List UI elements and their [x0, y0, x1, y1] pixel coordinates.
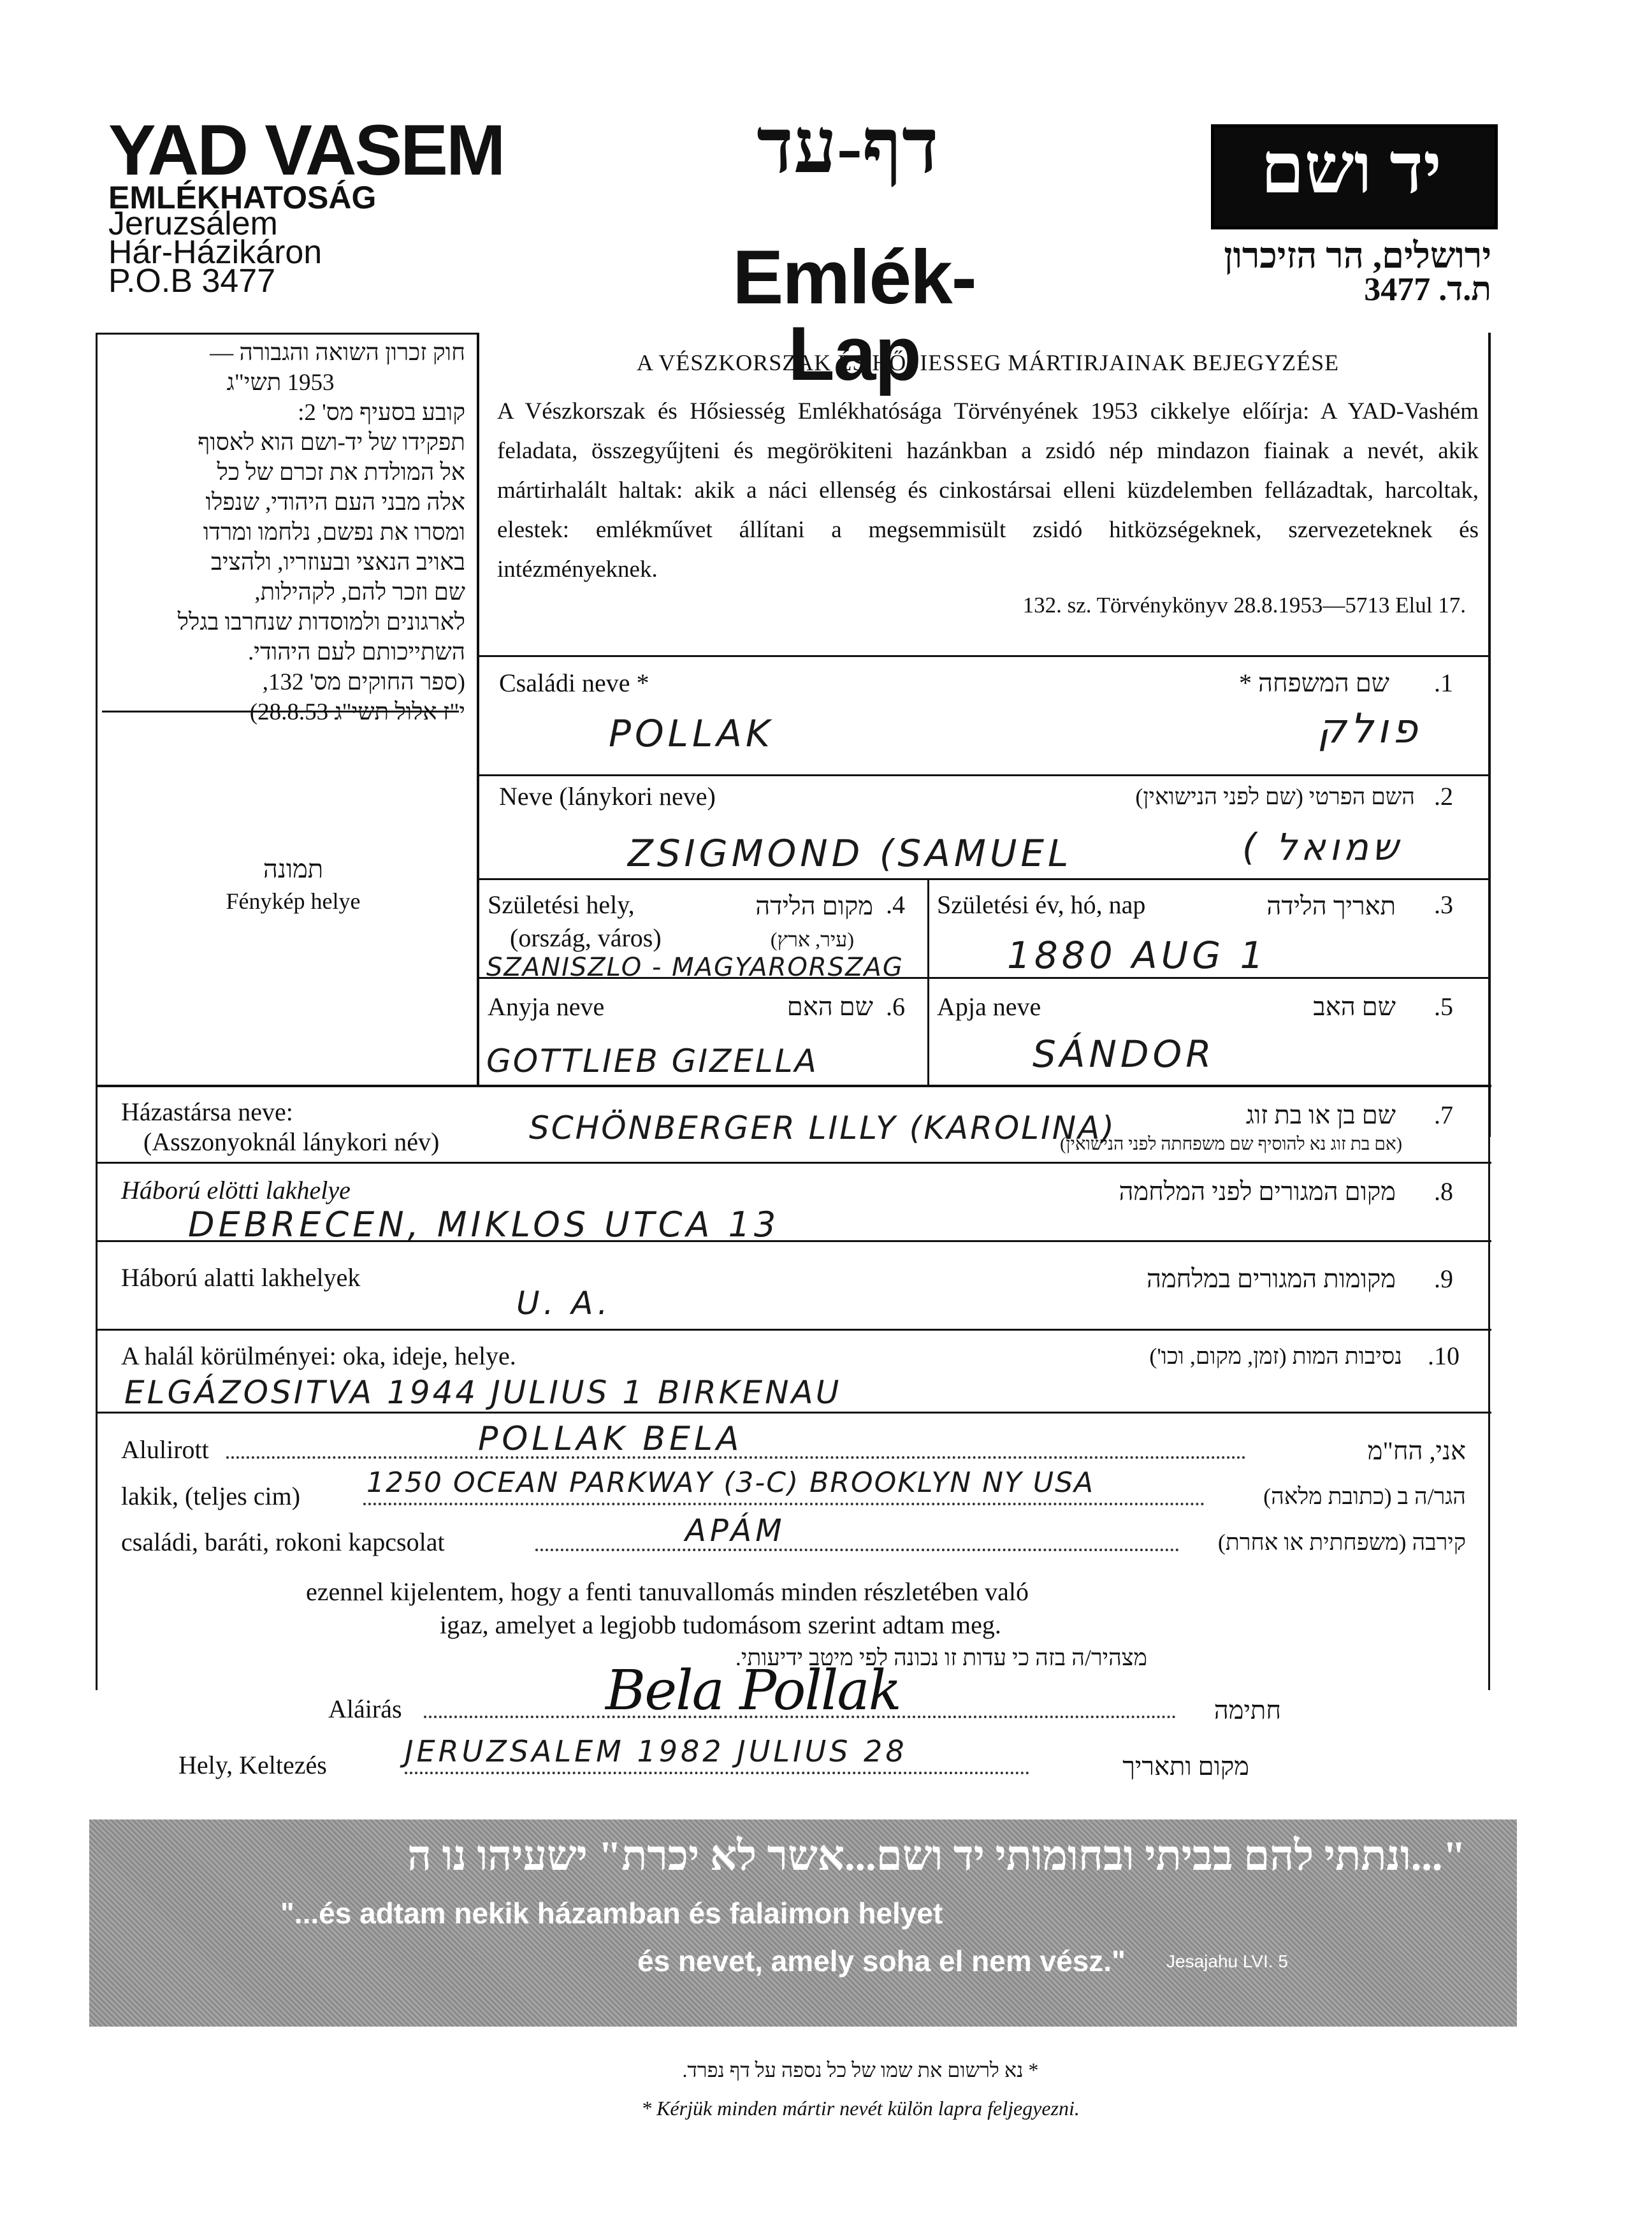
- row-rule-5: [96, 1162, 1491, 1164]
- fields-top-rule: [478, 655, 1490, 657]
- family-name-label: Családi neve *: [499, 669, 649, 697]
- spouse-sublabel-hebrew: (אם בת זוג נא להוסיף שם משפחתה לפני הנישואין): [1060, 1134, 1402, 1154]
- address-label: lakik, (teljes cim): [121, 1482, 301, 1510]
- relation-label-hebrew: קירבה (משפחתית או אחרת): [1217, 1530, 1466, 1555]
- field-number: .3: [1434, 890, 1453, 919]
- statement-hebrew: מצהיר/ה בזה כי עדות זו נכונה לפי מיטב ידיעותי.: [735, 1645, 1147, 1670]
- wartime-residence-value: U. A.: [516, 1285, 612, 1322]
- father-name-label-hebrew: שם האב: [1313, 992, 1396, 1021]
- hebrew-law-text: [96, 338, 465, 727]
- birth-place-sublabel: (ország, város): [510, 923, 662, 952]
- field-number: .10: [1428, 1342, 1460, 1370]
- law-line: תפקידו של יד-ושם הוא לאסוף: [198, 430, 465, 456]
- mother-name-label-hebrew: שם האם: [786, 992, 873, 1021]
- spouse-sublabel: (Asszonyoknál lánykori név): [143, 1127, 440, 1156]
- law-line: באויב הנאצי ובעוזריו, ולהציב: [211, 549, 465, 575]
- law-line: אלה מבני העם היהודי, שנפלו: [205, 489, 465, 516]
- mother-name-label: Anyja neve: [488, 992, 605, 1021]
- left-col-top-rule: [96, 333, 478, 335]
- field-number: .6: [886, 992, 905, 1021]
- authority-name: EMLÉKHATOSÁG: [108, 180, 377, 215]
- prewar-residence-label-hebrew: מקום המגורים לפני המלחמה: [1119, 1177, 1396, 1206]
- address-line: [363, 1503, 1205, 1505]
- prewar-residence-value: DEBRECEN, MIKLOS UTCA 13: [188, 1204, 780, 1245]
- law-line: השתייכותם לעם היהודי.: [248, 639, 465, 665]
- place-date-value: JERUZSALEM 1982 JULIUS 28: [405, 1734, 908, 1768]
- law-line: שם וזכר להם, לקהילות,: [254, 579, 465, 605]
- row-rule-1: [478, 774, 1490, 776]
- organization-title: YAD VASEM: [108, 110, 504, 190]
- row-rule-8: [96, 1412, 1491, 1414]
- hebrew-pob: ת.ד. 3477: [1364, 271, 1491, 308]
- law-citation: 132. sz. Törvénykönyv 28.8.1953—5713 Elul 17.: [1022, 593, 1466, 618]
- family-name-value: POLLAK: [609, 712, 774, 755]
- signature-label-hebrew: חתימה: [1214, 1696, 1281, 1725]
- law-line: לארגונים ולמוסדות שנחרבו בגלל: [177, 609, 465, 635]
- hebrew-address: ירושלים, הר הזיכרון: [1224, 236, 1491, 276]
- hebrew-form-title: דף-עד: [757, 104, 939, 189]
- address-line-2: Hár-Házikáron: [108, 234, 322, 271]
- statement-line-1: ezennel kijelentem, hogy a fenti tanuvallomás minden részletében való: [306, 1577, 1029, 1606]
- law-line: חוק זכרון השואה והגבורה —: [210, 340, 465, 366]
- birth-place-sublabel-hebrew: (עיר, ארץ): [770, 928, 854, 951]
- field-number: .2: [1434, 782, 1453, 811]
- right-border-lower: [1488, 1085, 1490, 1690]
- registration-title: A VÉSZKORSZAK ÉS HŐSIESSEG MÁRTIRJAINAK BEJEGYZÉSE: [636, 350, 1340, 375]
- row-rule-4: [96, 1085, 1491, 1087]
- wartime-residence-label: Háború alatti lakhelyek: [121, 1263, 361, 1292]
- declarant-name-label-hebrew: אני, הח"מ: [1367, 1436, 1466, 1465]
- mid-divider: [927, 878, 929, 1085]
- law-text-hungarian: A Vészkorszak és Hősiesség Emlékhatósága Törvényének 1953 cikkelye előírja: A YAD-Vashém feladata, összegyűjteni és megörökiteni hazánkban a zsidó nép mindazon fiainak a nevét, akik mártirhalált haltak: akik a náci ellenség és cinkostársai elleni küzdelemben fellázadtak, harcoltak, elestek: emlékművet állítani a megsemmisült zsidó hitközségeknek, szervezeteknek és intézményeknek.: [497, 398, 1479, 582]
- address-line-1: Jeruzsálem: [108, 205, 278, 242]
- place-date-label: Hely, Keltezés: [178, 1751, 327, 1779]
- banner-reference: Jesajahu LVI. 5: [1166, 1951, 1288, 1971]
- first-name-value: ZSIGMOND (SAMUEL: [628, 832, 1073, 875]
- field-number: .4: [886, 890, 905, 919]
- signature-value: Bela Pollak: [605, 1659, 901, 1723]
- row-rule-2: [478, 878, 1490, 880]
- family-name-value-hebrew: פולק: [1317, 705, 1421, 753]
- death-circumstances-label-hebrew: נסיבות המות (זמן, מקום, וכו'): [1149, 1343, 1402, 1369]
- field-number: .5: [1434, 992, 1453, 1021]
- row-rule-7: [96, 1329, 1491, 1331]
- address-label-hebrew: הגר/ה ב (כתובת מלאה): [1263, 1484, 1466, 1509]
- banner-hebrew-quote: "...ונתתי להם בביתי ובחומותי יד ושם...אשר לא יכרת" ישעיהו נו ה: [407, 1833, 1466, 1879]
- first-name-value-hebrew: שמואל ): [1242, 825, 1402, 869]
- signature-label: Aláirás: [328, 1695, 402, 1723]
- photo-label: Fénykép helye: [226, 888, 361, 914]
- footnote: * Kérjük minden mártir nevét külön lapra feljegyezni.: [641, 2097, 1080, 2120]
- form-title: Emlék-Lap: [732, 235, 976, 396]
- birth-place-label: Születési hely,: [488, 890, 635, 919]
- address-line-3: P.O.B 3477: [108, 263, 276, 300]
- declarant-name-label: Alulirott: [121, 1435, 209, 1464]
- first-name-label-hebrew: השם הפרטי (שם לפני הנישואין): [1135, 784, 1415, 809]
- law-line: 1953 תשי"ג: [226, 370, 335, 396]
- wartime-residence-label-hebrew: מקומות המגורים במלחמה: [1146, 1264, 1396, 1293]
- column-divider: [477, 333, 479, 1085]
- law-line: י"ז אלול תשי"ג 28.8.53): [249, 699, 465, 725]
- birth-place-value: SZANISZLO - MAGYARORSZAG: [486, 953, 904, 982]
- relation-value: APÁM: [685, 1513, 786, 1549]
- field-number: .1: [1434, 669, 1453, 697]
- death-circumstances-label: A halál körülményei: oka, ideje, helye.: [121, 1342, 516, 1370]
- place-date-line: [405, 1772, 1029, 1774]
- first-name-label: Neve (lánykori neve): [499, 782, 716, 811]
- field-number: .7: [1434, 1101, 1453, 1129]
- banner-quote-line-2: és nevet, amely soha el nem vész.": [637, 1944, 1126, 1978]
- spouse-value: SCHÖNBERGER LILLY (KAROLINA): [529, 1110, 1116, 1146]
- birth-place-label-hebrew: מקום הלידה: [755, 892, 873, 920]
- statement-line-2: igaz, amelyet a legjobb tudomásom szerint adtam meg.: [440, 1610, 1001, 1639]
- prewar-residence-label: Háború elötti lakhelye: [121, 1176, 351, 1204]
- declarant-name-value: POLLAK BELA: [478, 1420, 743, 1458]
- law-line: (ספר החוקים מס' 132,: [262, 669, 465, 695]
- law-line: אל המולדת את זכרם של כל: [217, 459, 465, 486]
- spouse-label-hebrew: שם בן או בת זוג: [1245, 1101, 1396, 1129]
- relation-label: családi, baráti, rokoni kapcsolat: [121, 1528, 445, 1556]
- place-date-label-hebrew: מקום ותאריך: [1122, 1752, 1249, 1781]
- right-border-top: [1488, 333, 1491, 1137]
- footnote-hebrew: * נא לרשום את שמו של כל נספה על דף נפרד.: [682, 2058, 1039, 2081]
- relation-line: [535, 1549, 1179, 1551]
- field-number: .9: [1434, 1264, 1453, 1293]
- address-value: 1250 OCEAN PARKWAY (3-C) BROOKLYN NY USA: [366, 1466, 1095, 1499]
- father-name-value: SÁNDOR: [1032, 1032, 1215, 1076]
- law-line: ומסרו את נפשם, נלחמו ומרדו: [203, 519, 465, 546]
- birth-date-label: Születési év, hó, nap: [937, 890, 1146, 919]
- photo-label-hebrew: תמונה: [263, 855, 324, 883]
- family-name-label-hebrew: שם המשפחה *: [1239, 669, 1389, 697]
- left-border-lower: [96, 1085, 98, 1690]
- field-number: .8: [1434, 1177, 1453, 1206]
- mother-name-value: GOTTLIEB GIZELLA: [486, 1043, 818, 1080]
- law-line: קובע בסעיף מס' 2:: [298, 400, 465, 426]
- death-circumstances-value: ELGÁZOSITVA 1944 JULIUS 1 BIRKENAU: [124, 1374, 842, 1411]
- logo-hebrew-text: יד ושם: [1261, 130, 1442, 208]
- birth-date-label-hebrew: תאריך הלידה: [1266, 892, 1396, 920]
- banner-quote-line-1: "...és adtam nekik házamban és falaimon helyet: [280, 1897, 943, 1930]
- spouse-label: Házastársa neve:: [121, 1097, 293, 1126]
- father-name-label: Apja neve: [937, 992, 1041, 1021]
- birth-date-value: 1880 AUG 1: [1007, 934, 1268, 977]
